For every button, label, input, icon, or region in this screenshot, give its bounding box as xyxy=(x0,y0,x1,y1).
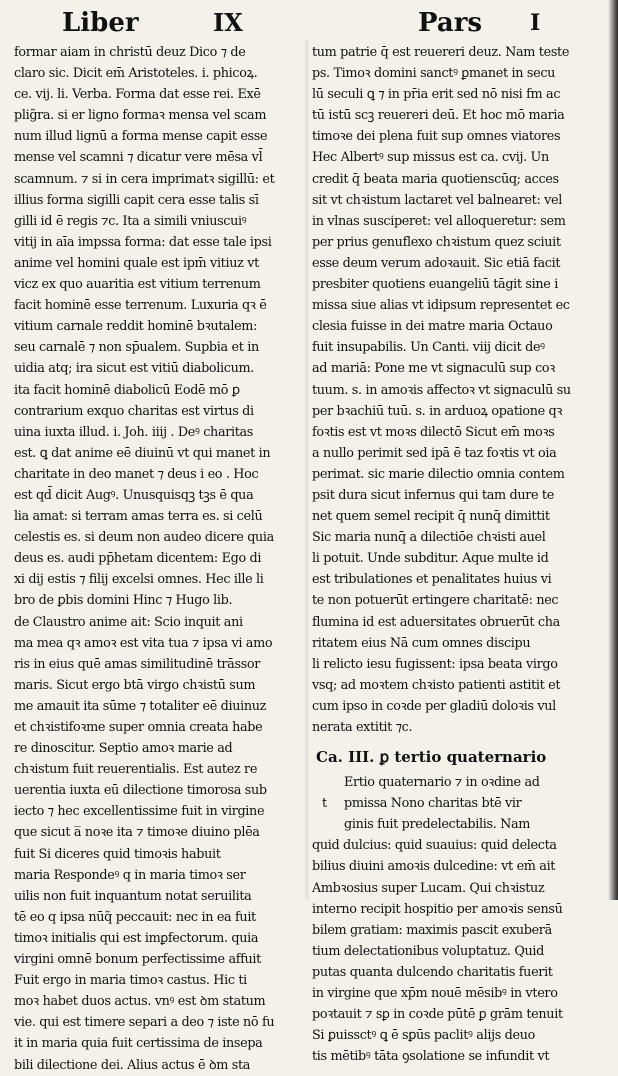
text-line: psit dura sicut infernus qui tam dure te xyxy=(312,487,554,503)
text-line: interno recipit hospitio per amoꝛis sensū xyxy=(312,901,563,917)
text-line: mense vel scamni ⁊ dicatur vere mēsa vl̄ xyxy=(14,150,263,166)
chapter-heading: Ca. III. ꝑ tertio quaternario xyxy=(316,748,547,767)
text-line: maria Respondeꝰ q in maria timoꝛ ser xyxy=(14,867,246,883)
text-line: ps. Timoꝛ domini sanctꝰ ꝑmanet in secu xyxy=(312,66,556,82)
text-line: anime vel homini quale est ipm̄ vitiuz vt xyxy=(14,255,259,271)
text-line: bili dilectione dei. Alius actus ē ꝺm sta xyxy=(14,1057,251,1073)
text-line: uilis non fuit inquantum notat seruilita xyxy=(14,888,252,904)
text-line: perimat. sic marie dilectio omnia contem xyxy=(312,466,565,482)
text-line: vicz ex quo auaritia est vitium terrenum xyxy=(14,277,261,293)
text-line: bro de ꝑbis domini Hinc ⁊ Hugo lib. xyxy=(14,593,233,609)
text-line: uerentia iuxta eū dilectione timorosa sub xyxy=(14,783,267,799)
text-line: sit vt chꝛistum lactaret vel balnearet: vel xyxy=(312,192,562,208)
guide-letter: t xyxy=(322,796,327,812)
running-head-book-number: IX xyxy=(213,8,243,37)
text-line: num illud lignū a forma mense capit esse xyxy=(14,129,268,145)
running-head-part-number: I xyxy=(530,10,541,36)
text-line: missa siue alias vt idipsum representet ec xyxy=(312,298,570,314)
text-line: Ambꝛosius super Lucam. Qui chꝛistuz xyxy=(312,880,545,896)
text-line: facit hominē esse terrenum. Luxuria qꝛ ē xyxy=(14,298,267,314)
text-line: est qd̄ dicit Augꝰ. Unusquisqꝫ tꝫs ē qua xyxy=(14,487,254,503)
text-line: que sicut a̅ noꝛe ita ⁊ timoꝛe diuino plēa xyxy=(14,825,260,841)
text-line: esse deum verum adoꝛauit. Sic etiā facit xyxy=(312,255,561,271)
text-line: virgini omnē bonum perfectissime affuit xyxy=(14,952,261,968)
text-line: Hec Albertꝰ sup missus est ca. cvij. Un xyxy=(312,150,549,166)
text-line: a nullo perimit sed ipā ē taz foꝛtis vt oia xyxy=(312,445,557,461)
text-line: chꝛistum fuit reuerentialis. Est autez re xyxy=(14,762,258,778)
text-line: tis mētibꝰ tāta ꝯsolatione se infundit vt xyxy=(312,1049,550,1065)
running-head-pars: Pars xyxy=(418,8,483,38)
text-line: xi dij estis ⁊ filij excelsi omnes. Hec ille li xyxy=(14,572,264,588)
text-line: est. ꝗ dat anime eē diuinū vt qui manet in xyxy=(14,445,271,461)
page-edge-shadow xyxy=(608,0,618,900)
text-line: foꝛtis est vt moꝛs dilectō Sicut em̄ moꝛs xyxy=(312,424,555,440)
text-line: formar aiam in christū deuz Dico ⁊ de xyxy=(14,45,246,60)
text-line: tuum. s. in amoꝛis affectoꝛ vt signaculū su xyxy=(312,382,571,398)
text-line: Si ꝑuissctꝰ ꝗ ē sꝑūs paclitꝰ alijs deuo xyxy=(312,1028,535,1044)
text-line: putas quanta dulcendo charitatis fuerit xyxy=(312,964,553,980)
text-line: tē eo q ipsa nūq̃ peccauit: nec in ea fuit xyxy=(14,909,256,925)
column-gutter xyxy=(304,40,310,900)
text-line: fuit insupabilis. Un Canti. viij dicit deꝰ xyxy=(312,340,545,356)
text-line: est tribulationes et penalitates huius vi xyxy=(312,572,552,588)
right-column-top-text xyxy=(312,42,608,738)
text-line: uidia atq; ira sicut est vitiū diabolicum. xyxy=(14,361,254,377)
text-line: bilius diuini amoꝛis dulcedine: vt em̄ ait xyxy=(312,859,556,875)
text-line: credit q̄ beata maria quotienscūq; acces xyxy=(312,171,559,187)
text-line: timoꝛe dei plena fuit sup omnes viatores xyxy=(312,129,561,145)
text-line: quid dulcius: quid suauius: quid delecta xyxy=(312,838,557,854)
right-column-bottom-text xyxy=(312,772,608,1067)
text-line: tum patrie q̄ est reuereri deuz. Nam teste xyxy=(312,45,570,60)
text-line: ad mariā: Pone me vt signaculū sup coꝛ xyxy=(312,361,556,377)
left-text-column xyxy=(14,42,304,1076)
text-line: tū istū scꝫ reuereri deū. Et hoc mō maria xyxy=(312,108,565,124)
text-line: clesia fuisse in dei matre maria Octauo xyxy=(312,319,553,335)
text-line: nerata extitit ⁊c. xyxy=(312,720,413,735)
text-line: lia amat: si terram amas terra es. si celū xyxy=(14,509,263,525)
text-line: celestis es. si deum non audeo dicere quia xyxy=(14,530,274,546)
text-line: Sic maria nunq̄ a dilectiōe chꝛisti auel xyxy=(312,530,546,546)
text-line: li potuit. Unde subditur. Aque multe id xyxy=(312,551,549,567)
text-line: in virgine que xp̄m nouē mēsibꝰ in vtero xyxy=(312,986,558,1002)
text-line xyxy=(312,793,608,814)
running-head-liber: Liber xyxy=(62,8,139,38)
text-line: scamnum. ⁊ si in cera imprimatꝛ sigillū: et xyxy=(14,171,275,187)
text-line: deus es. audi pp̄hetam dicentem: Ego di xyxy=(14,551,262,567)
text-line: re dinoscitur. Septio amoꝛ marie ad xyxy=(14,741,233,757)
text-line: me amauit ita sūme ⁊ totaliter eē diuinuz xyxy=(14,698,267,714)
text-line: contrarium exquo charitas est virtus di xyxy=(14,403,254,419)
text-line: ce. vij. li. Verba. Forma dat esse rei. Exē xyxy=(14,87,261,103)
text-line: poꝛtauit ⁊ sꝑ in coꝛde pūtē ꝑ grām tenuit xyxy=(312,1007,563,1023)
text-line: per prius genuflexo chꝛistum quez sciuit xyxy=(312,234,561,250)
text-line: gilli id ē regis ⁊c. Ita a simili vniuscuiꝰ xyxy=(14,213,247,229)
text-line: seu carnalē ⁊ non sp̄ualem. Supbia et in xyxy=(14,340,259,356)
text-line: ritatem eius Nā cum omnes discipu xyxy=(312,635,531,651)
text-line: cum ipso in coꝛde per gladiū doloꝛis vul xyxy=(312,698,556,714)
text-line: timoꝛ initialis qui est imꝑfectorum. quia xyxy=(14,930,259,946)
text-line: illius forma sigilli capit cera esse talis sī xyxy=(14,192,259,208)
text-line: claro sic. Dicit em̄ Aristoteles. i. phicoꝝ. xyxy=(14,66,258,82)
text-line: te non potuerūt ertingere charitatē: nec xyxy=(312,593,559,609)
text-line: vitium carnale reddit hominē bꝛutalem: xyxy=(14,319,258,335)
text-line: lū seculi ꝗ ⁊ in pr̄ia erit sed nō nisi fm ac xyxy=(312,87,561,103)
text-line: flumina id est aduersitates obruerūt cha xyxy=(312,614,560,630)
text-line: in vlnas susciperet: vel alloqueretur: sem xyxy=(312,213,566,229)
text-line-content: pmissa Nono charitas btē vir xyxy=(344,796,522,812)
text-line: uina iuxta illud. i. Joh. iiij . Deꝰ charitas xyxy=(14,424,254,440)
text-line: de Claustro anime ait: Scio inquit ani xyxy=(14,614,243,630)
text-line: ita facit hominē diabolicū Eodē mō ꝑ xyxy=(14,382,240,398)
text-line: vie. qui est timere separi a deo ⁊ iste nō fu xyxy=(14,1015,275,1031)
right-text-column xyxy=(312,42,608,1067)
text-line: iecto ⁊ hec excellentissime fuit in virgine xyxy=(14,804,265,820)
text-line: per bꝛachiū tuū. s. in arduoꝝ opatione qꝛ xyxy=(312,403,563,419)
text-line: tium delectationibus voluptatuz. Quid xyxy=(312,943,544,959)
text-line: et chꝛistifoꝛme super omnia creata habe xyxy=(14,720,263,735)
text-line: vitij in aīa impssa forma: dat esse tale ipsi xyxy=(14,234,272,250)
text-line: Fuit ergo in maria timoꝛ castus. Hic ti xyxy=(14,973,247,989)
text-line: it in maria quia fuit certissima de insepa xyxy=(14,1036,263,1052)
text-line: ris in eius quē amas similitudinē trāssor xyxy=(14,656,261,672)
running-head xyxy=(0,4,618,44)
text-line: vsq; ad moꝛtem chꝛisto patienti astitit et xyxy=(312,677,561,693)
text-line: plig̃ra. si er ligno formaꝛ mensa vel scam xyxy=(14,108,267,124)
text-line: charitate in deo manet ⁊ deus i eo . Hoc xyxy=(14,466,259,482)
text-line: ginis fuit predelectabilis. Nam xyxy=(344,817,531,833)
text-line: presbiter quotiens euangeliū tāgit sine i xyxy=(312,277,558,293)
text-line: fuit Si diceres quid timoꝛis habuit xyxy=(14,846,221,862)
text-line: li relicto iesu fugissent: ipsa beata virgo xyxy=(312,656,558,672)
text-line: net quem semel recipit q̄ nunq̄ dimittit xyxy=(312,509,550,525)
text-line: maris. Sicut ergo btā virgo chꝛistū sum xyxy=(14,677,256,693)
text-line: Ertio quaternario ⁊ in oꝛdine ad xyxy=(344,775,540,791)
text-line: moꝛ habet duos actus. vnꝰ est ꝺm statum xyxy=(14,994,266,1010)
text-line: ma mea qꝛ amoꝛ est vita tua ⁊ ipsa vi amo xyxy=(14,635,273,651)
text-line: bilem gratiam: maximis pascit exuberā xyxy=(312,922,552,938)
